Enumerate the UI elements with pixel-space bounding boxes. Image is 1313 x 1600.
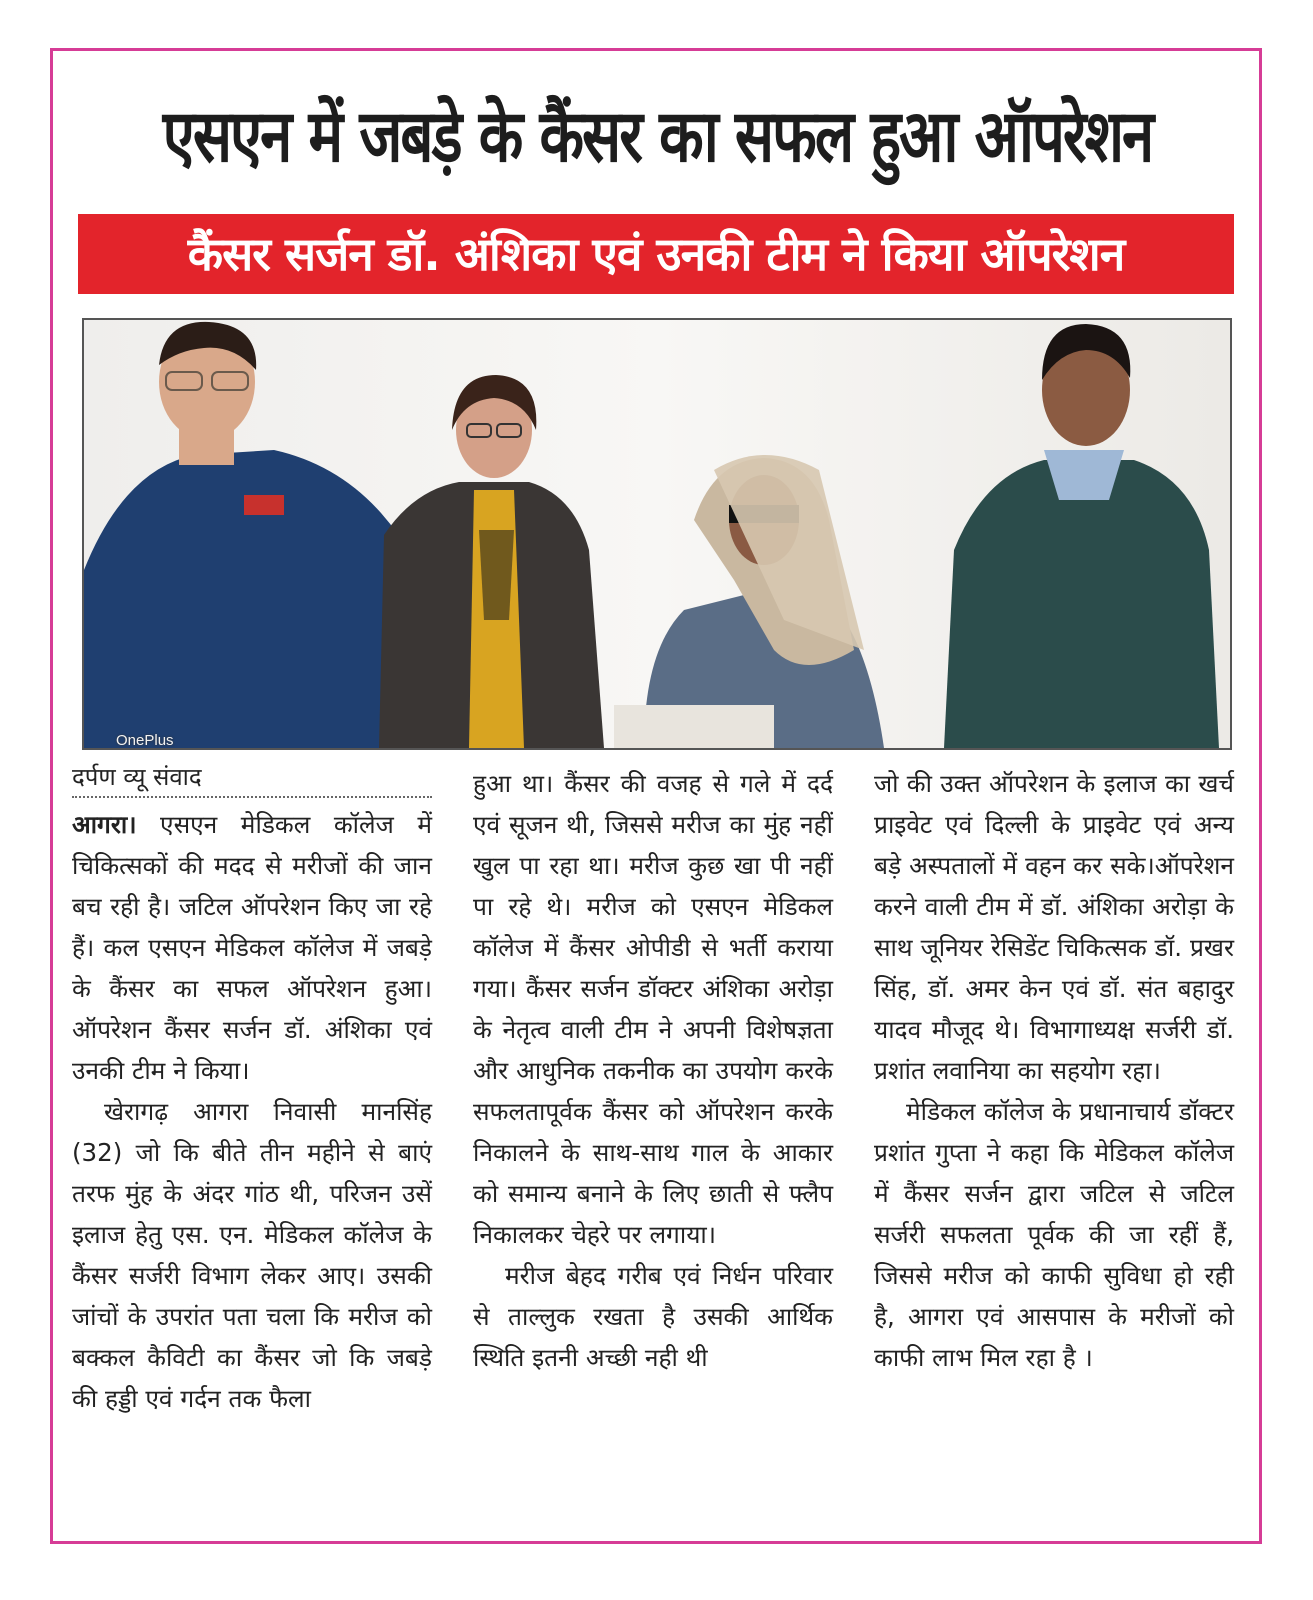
paragraph: मेडिकल कॉलेज के प्रधानाचार्य डॉक्टर प्रशांत गुप्ता ने कहा कि मेडिकल कॉलेज में कैंसर सर्जन द्वारा जटिल से जटिल सर्जरी सफलता पूर्वक की जा रहीं हैं, जिससे मरीज को काफी सुविधा हो रही है, आगरा एवं आसपास के मरीजों को काफी लाभ मिल रहा है । [874, 1097, 1234, 1372]
article-column-3 [874, 763, 1234, 1378]
news-photo [82, 318, 1232, 750]
headline: एसएन में जबड़े के कैंसर का सफल हुआ ऑपरेशन [162, 93, 1153, 179]
paragraph: जो की उक्त ऑपरेशन के इलाज का खर्च प्राइवेट एवं दिल्ली के प्राइवेट एवं अन्य बड़े अस्पतालों में वहन कर सके।ऑपरेशन करने वाली टीम में डॉ. अंशिका अरोड़ा के साथ जूनियर रेसिडेंट चिकित्सक डॉ. प्रखर सिंह, डॉ. अमर केन एवं डॉ. संत बहादुर यादव मौजूद थे। विभागाध्यक्ष सर्जरी डॉ. प्रशांत लवानिया का सहयोग रहा। [874, 769, 1234, 1085]
paragraph [72, 804, 432, 1091]
byline: दर्पण व्यू संवाद [72, 758, 432, 798]
subheadline-banner: कैंसर सर्जन डॉ. अंशिका एवं उनकी टीम ने किया ऑपरेशन [78, 214, 1234, 294]
photo-illustration [84, 320, 1230, 748]
paragraph: खेरागढ़ आगरा निवासी मानसिंह (32) जो कि बीते तीन महीने से बाएं तरफ मुंह के अंदर गांठ थी, परिजन उसें इलाज हेतु एस. एन. मेडिकल कॉलेज के कैंसर सर्जरी विभाग लेकर आए। उसकी जांचों के उपरांत पता चला कि मरीज को बक्कल कैविटी का कैंसर जो कि जबड़े की हड्डी एवं गर्दन तक फैला [72, 1097, 432, 1413]
paragraph: मरीज बेहद गरीब एवं निर्धन परिवार से ताल्लुक रखता है उसकी आर्थिक स्थिति इतनी अच्छी नही थी [473, 1261, 833, 1372]
paragraph: हुआ था। कैंसर की वजह से गले में दर्द एवं सूजन थी, जिससे मरीज का मुंह नहीं खुल पा रहा था। मरीज कुछ खा पी नहीं पा रहे थे। मरीज को एसएन मेडिकल कॉलेज में कैंसर ओपीडी से भर्ती कराया गया। कैंसर सर्जन डॉक्टर अंशिका अरोड़ा के नेतृत्व वाली टीम ने अपनी विशेषज्ञता और आधुनिक तकनीक का उपयोग करके सफलतापूर्वक कैंसर को ऑपरेशन करके निकालने के साथ-साथ गाल के आकार को समान्य बनाने के लिए छाती से फ्लैप निकालकर चेहरे पर लगाया। [473, 769, 833, 1249]
dateline: आगरा। [72, 810, 137, 839]
article-column-2 [473, 763, 833, 1378]
article-column-1 [72, 804, 432, 1419]
photo-watermark: OnePlus [116, 732, 174, 749]
paragraph-text: एसएन मेडिकल कॉलेज में चिकित्सकों की मदद से मरीजों की जान बच रही है। जटिल ऑपरेशन किए जा रहे हैं। कल एसएन मेडिकल कॉलेज में जबड़े के कैंसर का सफल ऑपरेशन हुआ। ऑपरेशन कैंसर सर्जन डॉ. अंशिका एवं उनकी टीम ने किया। [72, 810, 432, 1085]
